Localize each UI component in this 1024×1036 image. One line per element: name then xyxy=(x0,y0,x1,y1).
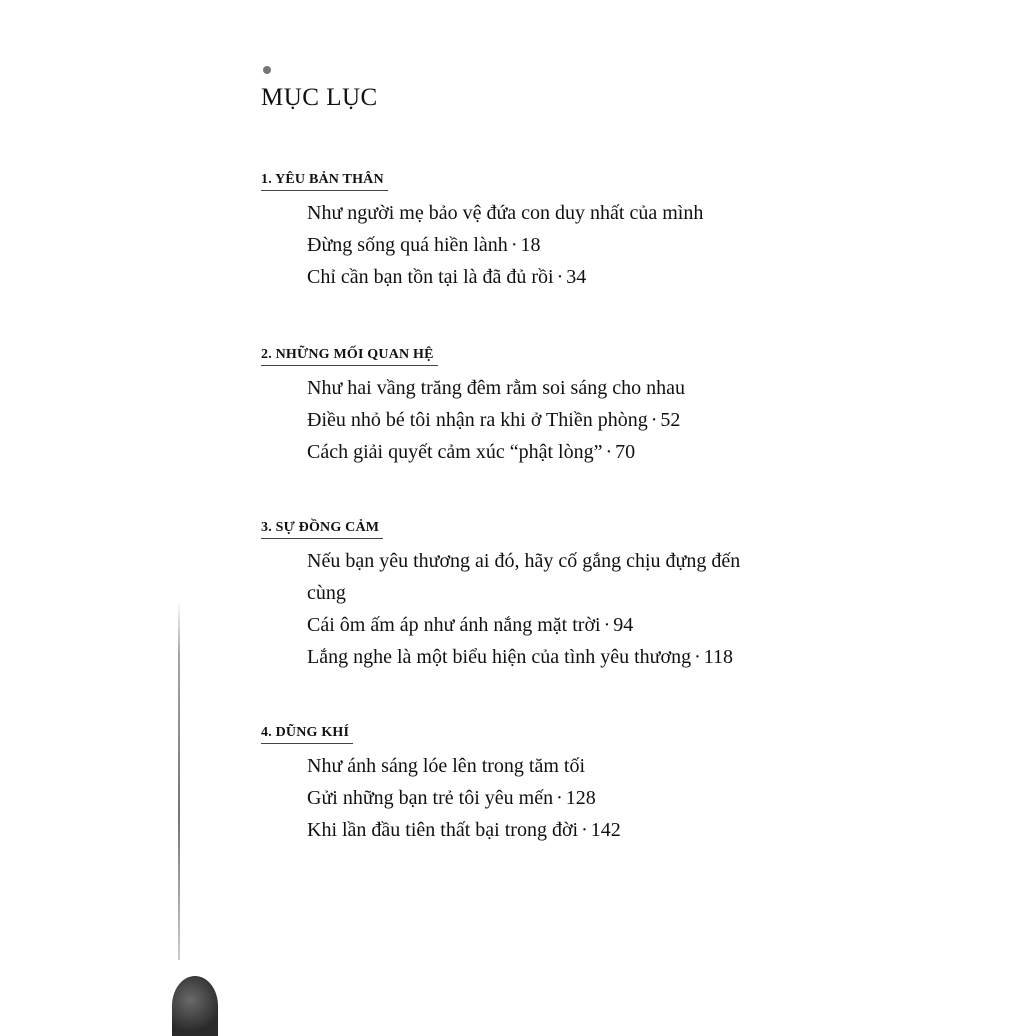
entry-text: Như hai vầng trăng đêm rằm soi sáng cho nhau xyxy=(307,377,685,399)
gutter-shadow-line xyxy=(178,600,180,960)
thumb-shadow xyxy=(172,976,218,1036)
section-heading: 4. DŨNG KHÍ xyxy=(261,725,353,744)
toc-section-2 xyxy=(261,343,821,468)
page-separator: · xyxy=(603,614,611,636)
toc-entry[interactable] xyxy=(307,261,821,293)
page-separator: · xyxy=(556,787,563,809)
entry-list xyxy=(307,750,821,846)
section-heading: 3. SỰ ĐỒNG CẢM xyxy=(261,520,383,539)
entry-text: Lắng nghe là một biểu hiện của tình yêu thương xyxy=(307,646,692,668)
page-mark-dot xyxy=(263,66,271,74)
entry-text: Điều nhỏ bé tôi nhận ra khi ở Thiền phòng xyxy=(307,409,648,431)
entry-page: 118 xyxy=(703,646,734,668)
entry-list xyxy=(307,545,821,673)
entry-list xyxy=(307,197,821,293)
entry-text: Cái ôm ấm áp như ánh nắng mặt trời xyxy=(307,614,601,636)
toc-section-1 xyxy=(261,168,821,293)
page-separator: · xyxy=(650,409,658,431)
page-separator: · xyxy=(510,234,518,256)
toc-title: MỤC LỤC xyxy=(261,84,378,111)
toc-section-4 xyxy=(261,721,821,846)
toc-entry[interactable] xyxy=(307,545,767,609)
entry-text: Gửi những bạn trẻ tôi yêu mến xyxy=(307,787,554,809)
entry-text: Như ánh sáng lóe lên trong tăm tối xyxy=(307,755,586,777)
section-heading: 2. NHỮNG MỐI QUAN HỆ xyxy=(261,347,438,366)
toc-entry[interactable] xyxy=(307,782,821,814)
entry-page: 18 xyxy=(520,234,541,256)
toc-entry[interactable] xyxy=(307,229,821,261)
toc-entry[interactable] xyxy=(307,609,821,641)
entry-text: Khi lần đầu tiên thất bại trong đời xyxy=(307,819,579,841)
section-heading: 1. YÊU BẢN THÂN xyxy=(261,172,388,191)
entry-page: 34 xyxy=(566,266,587,288)
toc-entry[interactable] xyxy=(307,436,821,468)
toc-section-3 xyxy=(261,516,821,673)
toc-entry[interactable] xyxy=(307,372,821,404)
toc-entry[interactable] xyxy=(307,641,821,673)
page-separator: · xyxy=(605,441,613,463)
toc-entry[interactable] xyxy=(307,197,821,229)
page-separator: · xyxy=(694,646,701,668)
entry-page: 94 xyxy=(613,614,634,636)
toc-entry[interactable] xyxy=(307,814,821,846)
entry-page: 52 xyxy=(660,409,681,431)
toc-entry[interactable] xyxy=(307,750,821,782)
entry-text: Cách giải quyết cảm xúc “phật lòng” xyxy=(307,441,603,463)
entry-text: Chỉ cần bạn tồn tại là đã đủ rồi xyxy=(307,266,554,288)
page-separator: · xyxy=(556,266,564,288)
entry-page: 70 xyxy=(615,441,636,463)
entry-page: 128 xyxy=(565,787,596,809)
entry-text: Nếu bạn yêu thương ai đó, hãy cố gắng chịu đựng đến cùng xyxy=(307,550,741,604)
entry-text: Đừng sống quá hiền lành xyxy=(307,234,508,256)
toc-entry[interactable] xyxy=(307,404,821,436)
entry-text: Như người mẹ bảo vệ đứa con duy nhất của mình xyxy=(307,202,704,224)
entry-page: 142 xyxy=(590,819,621,841)
entry-list xyxy=(307,372,821,468)
page-separator: · xyxy=(581,819,588,841)
